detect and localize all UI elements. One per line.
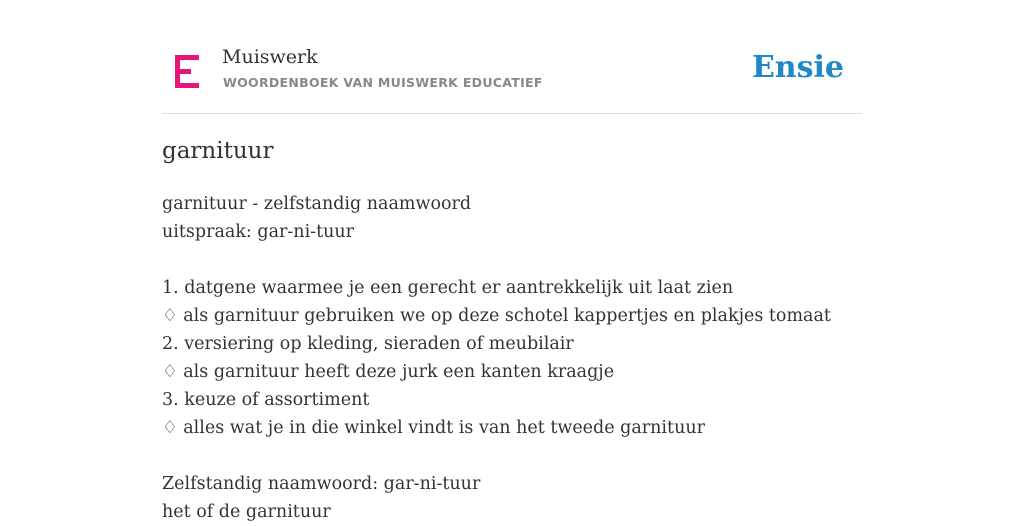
entry-line: 2. versiering op kleding, sieraden of meubilair xyxy=(162,334,574,354)
entry-line: ♢ als garnituur heeft deze jurk een kanten kraagje xyxy=(162,362,615,382)
entry-line xyxy=(162,246,862,274)
page xyxy=(162,0,862,522)
entry-line: 3. keuze of assortiment xyxy=(162,390,370,410)
entry-line: het of de garnituur xyxy=(162,502,331,522)
entry-line: Zelfstandig naamwoord: gar-ni-tuur xyxy=(162,474,481,494)
site-name[interactable]: Muiswerk xyxy=(222,46,318,68)
ensie-logo[interactable]: Ensie xyxy=(751,50,844,85)
entry-line: ♢ als garnituur gebruiken we op deze schotel kappertjes en plakjes tomaat xyxy=(162,306,831,326)
site-subtitle: WOORDENBOEK VAN MUISWERK EDUCATIEF xyxy=(223,75,543,90)
entry-line: 1. datgene waarmee je een gerecht er aantrekkelijk uit laat zien xyxy=(162,278,734,298)
entry-body xyxy=(162,190,862,526)
entry-line: uitspraak: gar-ni-tuur xyxy=(162,222,355,242)
entry-line xyxy=(162,442,862,470)
entry-title: garnituur xyxy=(162,138,274,164)
entry-line: ♢ alles wat je in die winkel vindt is van het tweede garnituur xyxy=(162,418,705,438)
site-header xyxy=(162,40,862,114)
entry-line: garnituur - zelfstandig naamwoord xyxy=(162,194,472,214)
muiswerk-logo-icon[interactable] xyxy=(173,55,201,88)
